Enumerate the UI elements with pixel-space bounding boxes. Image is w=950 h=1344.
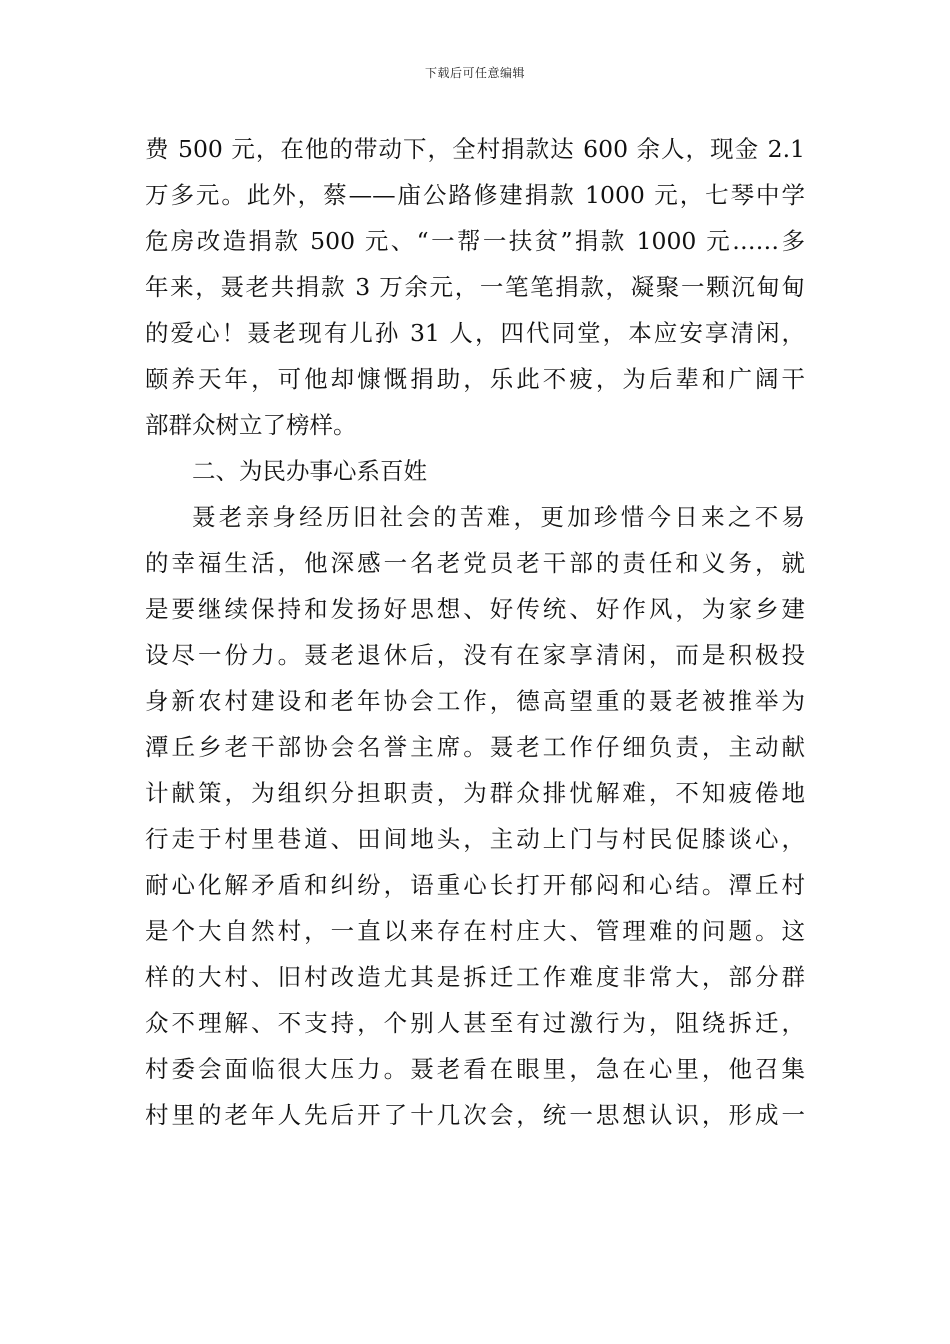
text-line: 聂老亲身经历旧社会的苦难，更加珍惜今日来之不易 [192, 503, 805, 531]
text-line: 年来，聂老共捐款 3 万余元，一笔笔捐款，凝聚一颗沉甸甸 [145, 273, 805, 301]
text-line: 万多元。此外，蔡——庙公路修建捐款 1000 元，七琴中学 [145, 181, 805, 209]
page-header: 下载后可任意编辑 [424, 66, 525, 80]
text-line: 危房改造捐款 500 元、“一帮一扶贫”捐款 1000 元……多 [145, 227, 805, 255]
text-line: 耐心化解矛盾和纠纷，语重心长打开郁闷和心结。潭丘村 [145, 871, 805, 899]
text-line: 是要继续保持和发扬好思想、好传统、好作风，为家乡建 [145, 595, 805, 623]
text-line: 部群众树立了榜样。 [145, 411, 357, 439]
text-line: 村委会面临很大压力。聂老看在眼里，急在心里，他召集 [145, 1055, 805, 1083]
text-line: 村里的老年人先后开了十几次会，统一思想认识，形成一 [145, 1101, 805, 1129]
text-line: 样的大村、旧村改造尤其是拆迁工作难度非常大，部分群 [145, 963, 805, 991]
text-line: 费 500 元，在他的带动下，全村捐款达 600 余人，现金 2.1 [145, 135, 805, 163]
text-line: 的爱心！聂老现有儿孙 31 人，四代同堂，本应安享清闲， [145, 319, 805, 347]
text-line: 颐养天年，可他却慷慨捐助，乐此不疲，为后辈和广阔干 [145, 365, 805, 393]
section-heading: 二、为民办事心系百姓 [192, 457, 427, 485]
text-line: 是个大自然村，一直以来存在村庄大、管理难的问题。这 [145, 917, 805, 945]
text-line: 计献策，为组织分担职责，为群众排忧解难，不知疲倦地 [145, 779, 805, 807]
text-line: 潭丘乡老干部协会名誉主席。聂老工作仔细负责，主动献 [145, 733, 805, 761]
text-line: 身新农村建设和老年协会工作，德高望重的聂老被推举为 [145, 687, 805, 715]
text-line: 设尽一份力。聂老退休后，没有在家享清闲，而是积极投 [145, 641, 805, 669]
text-line: 行走于村里巷道、田间地头，主动上门与村民促膝谈心， [145, 825, 805, 853]
body-text [145, 126, 805, 1138]
text-line: 众不理解、不支持，个别人甚至有过激行为，阻绕拆迁， [145, 1009, 805, 1037]
text-line: 的幸福生活，他深感一名老党员老干部的责任和义务，就 [145, 549, 805, 577]
